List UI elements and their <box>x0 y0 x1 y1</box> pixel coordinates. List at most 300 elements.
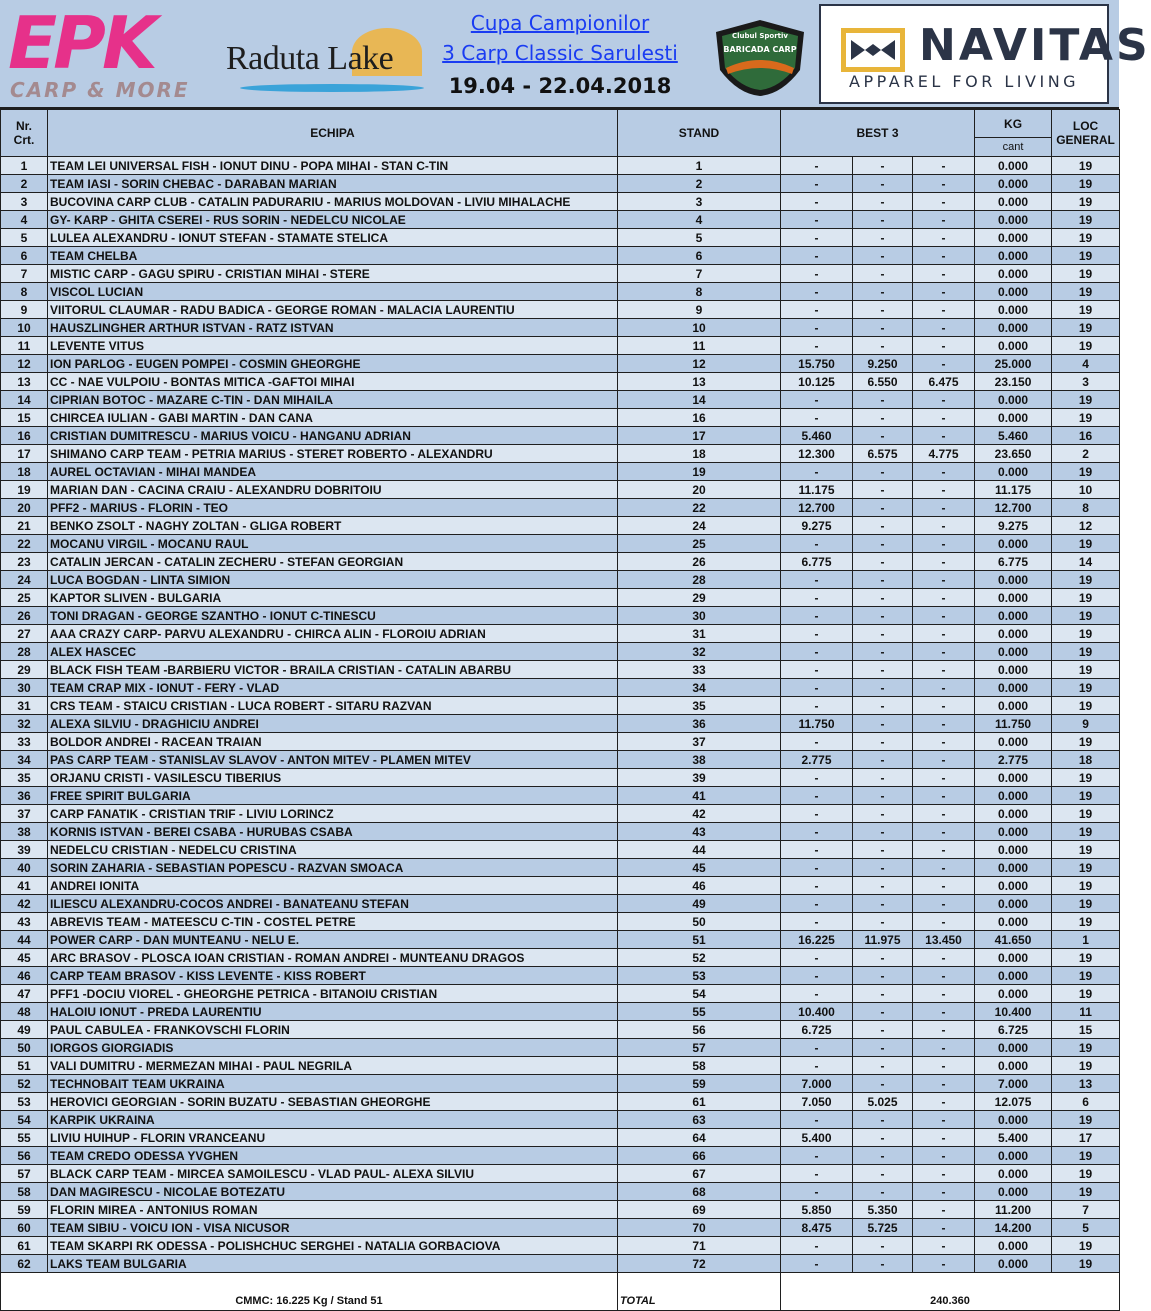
stand-number: 63 <box>618 1111 781 1129</box>
general-rank: 8 <box>1052 499 1120 517</box>
team-name: PFF2 - MARIUS - FLORIN - TEO <box>48 499 618 517</box>
best-catch-2: - <box>853 733 913 751</box>
team-name: CARP FANATIK - CRISTIAN TRIF - LIVIU LORINCZ <box>48 805 618 823</box>
stand-number: 29 <box>618 589 781 607</box>
total-value: 240.360 <box>781 1273 1120 1311</box>
best-catch-2: - <box>853 1039 913 1057</box>
best-catch-3: 4.775 <box>913 445 975 463</box>
total-kg: 0.000 <box>975 841 1052 859</box>
general-rank: 19 <box>1052 913 1120 931</box>
best-catch-1: 7.000 <box>781 1075 853 1093</box>
best-catch-3: - <box>913 1255 975 1273</box>
header-best3: BEST 3 <box>781 110 975 157</box>
best-catch-1: 9.275 <box>781 517 853 535</box>
stand-number: 55 <box>618 1003 781 1021</box>
total-kg: 0.000 <box>975 895 1052 913</box>
best-catch-1: - <box>781 463 853 481</box>
table-footer-row <box>1 1273 1120 1311</box>
team-name: MISTIC CARP - GAGU SPIRU - CRISTIAN MIHAI - STERE <box>48 265 618 283</box>
best-catch-3: - <box>913 679 975 697</box>
table-row <box>1 769 1120 787</box>
best-catch-3: - <box>913 247 975 265</box>
table-row <box>1 445 1120 463</box>
stand-number: 46 <box>618 877 781 895</box>
team-name: ALEX HASCEC <box>48 643 618 661</box>
row-number: 44 <box>1 931 48 949</box>
row-number: 32 <box>1 715 48 733</box>
best-catch-3: - <box>913 1183 975 1201</box>
total-kg: 0.000 <box>975 589 1052 607</box>
best-catch-1: - <box>781 697 853 715</box>
general-rank: 19 <box>1052 625 1120 643</box>
row-number: 1 <box>1 157 48 175</box>
navitas-logo <box>819 4 1151 104</box>
general-rank: 19 <box>1052 175 1120 193</box>
stand-number: 3 <box>618 193 781 211</box>
team-name: HEROVICI GEORGIAN - SORIN BUZATU - SEBASTIAN GHEORGHE <box>48 1093 618 1111</box>
general-rank: 19 <box>1052 697 1120 715</box>
best-catch-1: - <box>781 247 853 265</box>
row-number: 22 <box>1 535 48 553</box>
team-name: DAN MAGIRESCU - NICOLAE BOTEZATU <box>48 1183 618 1201</box>
best-catch-2: 6.550 <box>853 373 913 391</box>
best-catch-3: - <box>913 643 975 661</box>
header-nr-crt <box>1 110 48 157</box>
row-number: 52 <box>1 1075 48 1093</box>
general-rank: 19 <box>1052 1039 1120 1057</box>
general-rank: 14 <box>1052 553 1120 571</box>
cmmc-summary: CMMC: 16.225 Kg / Stand 51 <box>1 1273 618 1311</box>
best-catch-2: - <box>853 1003 913 1021</box>
total-kg: 0.000 <box>975 1183 1052 1201</box>
best-catch-3: - <box>913 355 975 373</box>
row-number: 14 <box>1 391 48 409</box>
total-kg: 0.000 <box>975 265 1052 283</box>
row-number: 2 <box>1 175 48 193</box>
table-row <box>1 337 1120 355</box>
team-name: KAPTOR SLIVEN - BULGARIA <box>48 589 618 607</box>
best-catch-1: 12.300 <box>781 445 853 463</box>
team-name: AUREL OCTAVIAN - MIHAI MANDEA <box>48 463 618 481</box>
general-rank: 19 <box>1052 895 1120 913</box>
best-catch-3: - <box>913 265 975 283</box>
row-number: 5 <box>1 229 48 247</box>
general-rank: 19 <box>1052 841 1120 859</box>
stand-number: 49 <box>618 895 781 913</box>
best-catch-1: - <box>781 913 853 931</box>
best-catch-3: - <box>913 859 975 877</box>
epk-logo-subtitle: CARP & MORE <box>10 78 190 102</box>
table-row <box>1 1093 1120 1111</box>
best-catch-2: 5.350 <box>853 1201 913 1219</box>
row-number: 25 <box>1 589 48 607</box>
header-loc: LOC <box>1072 119 1099 133</box>
row-number: 23 <box>1 553 48 571</box>
best-catch-3: - <box>913 913 975 931</box>
total-kg: 0.000 <box>975 697 1052 715</box>
total-kg: 0.000 <box>975 679 1052 697</box>
best-catch-1: - <box>781 1237 853 1255</box>
general-rank: 19 <box>1052 1111 1120 1129</box>
row-number: 55 <box>1 1129 48 1147</box>
table-row <box>1 175 1120 193</box>
best-catch-3: - <box>913 733 975 751</box>
stand-number: 28 <box>618 571 781 589</box>
total-kg: 0.000 <box>975 1057 1052 1075</box>
best-catch-3: - <box>913 985 975 1003</box>
stand-number: 5 <box>618 229 781 247</box>
row-number: 28 <box>1 643 48 661</box>
best-catch-2: - <box>853 283 913 301</box>
row-number: 20 <box>1 499 48 517</box>
best-catch-1: - <box>781 283 853 301</box>
header-general: GENERAL <box>1056 133 1115 147</box>
best-catch-1: 6.725 <box>781 1021 853 1039</box>
team-name: NEDELCU CRISTIAN - NEDELCU CRISTINA <box>48 841 618 859</box>
best-catch-2: - <box>853 499 913 517</box>
stand-number: 66 <box>618 1147 781 1165</box>
best-catch-1: 5.400 <box>781 1129 853 1147</box>
table-row <box>1 229 1120 247</box>
table-row <box>1 1165 1120 1183</box>
best-catch-2: - <box>853 391 913 409</box>
row-number: 29 <box>1 661 48 679</box>
total-kg: 0.000 <box>975 193 1052 211</box>
general-rank: 19 <box>1052 589 1120 607</box>
team-name: TEAM CHELBA <box>48 247 618 265</box>
table-row <box>1 571 1120 589</box>
best-catch-2: - <box>853 265 913 283</box>
team-name: LUCA BOGDAN - LINTA SIMION <box>48 571 618 589</box>
team-name: POWER CARP - DAN MUNTEANU - NELU E. <box>48 931 618 949</box>
best-catch-2: - <box>853 1165 913 1183</box>
best-catch-2: - <box>853 679 913 697</box>
total-kg: 0.000 <box>975 859 1052 877</box>
best-catch-1: - <box>781 841 853 859</box>
stand-number: 19 <box>618 463 781 481</box>
best-catch-1: 15.750 <box>781 355 853 373</box>
total-kg: 23.150 <box>975 373 1052 391</box>
row-number: 38 <box>1 823 48 841</box>
table-row <box>1 805 1120 823</box>
stand-number: 61 <box>618 1093 781 1111</box>
table-row <box>1 517 1120 535</box>
best-catch-3: - <box>913 769 975 787</box>
best-catch-2: - <box>853 157 913 175</box>
best-catch-3: - <box>913 337 975 355</box>
general-rank: 19 <box>1052 787 1120 805</box>
best-catch-3: - <box>913 625 975 643</box>
total-kg: 0.000 <box>975 967 1052 985</box>
table-row <box>1 319 1120 337</box>
team-name: TECHNOBAIT TEAM UKRAINA <box>48 1075 618 1093</box>
best-catch-3: - <box>913 427 975 445</box>
table-row <box>1 625 1120 643</box>
general-rank: 10 <box>1052 481 1120 499</box>
row-number: 59 <box>1 1201 48 1219</box>
best-catch-3: - <box>913 1021 975 1039</box>
header-echipa: ECHIPA <box>48 110 618 157</box>
table-row <box>1 373 1120 391</box>
best-catch-2: - <box>853 481 913 499</box>
total-kg: 0.000 <box>975 391 1052 409</box>
total-kg: 0.000 <box>975 787 1052 805</box>
stand-number: 11 <box>618 337 781 355</box>
best-catch-3: - <box>913 211 975 229</box>
team-name: ANDREI IONITA <box>48 877 618 895</box>
total-kg: 9.275 <box>975 517 1052 535</box>
best-catch-2: - <box>853 895 913 913</box>
best-catch-1: - <box>781 571 853 589</box>
row-number: 51 <box>1 1057 48 1075</box>
stand-number: 2 <box>618 175 781 193</box>
best-catch-3: - <box>913 607 975 625</box>
total-kg: 0.000 <box>975 985 1052 1003</box>
best-catch-2: - <box>853 553 913 571</box>
best-catch-3: - <box>913 1165 975 1183</box>
stand-number: 57 <box>618 1039 781 1057</box>
table-row <box>1 697 1120 715</box>
table-row <box>1 1183 1120 1201</box>
best-catch-1: - <box>781 733 853 751</box>
table-row <box>1 589 1120 607</box>
best-catch-1: - <box>781 409 853 427</box>
total-kg: 0.000 <box>975 661 1052 679</box>
general-rank: 19 <box>1052 211 1120 229</box>
total-kg: 0.000 <box>975 301 1052 319</box>
best-catch-3: - <box>913 895 975 913</box>
team-name: MARIAN DAN - CACINA CRAIU - ALEXANDRU DOBRITOIU <box>48 481 618 499</box>
general-rank: 19 <box>1052 607 1120 625</box>
best-catch-1: - <box>781 859 853 877</box>
table-row <box>1 283 1120 301</box>
best-catch-3: - <box>913 1111 975 1129</box>
total-kg: 0.000 <box>975 1165 1052 1183</box>
best-catch-1: 16.225 <box>781 931 853 949</box>
best-catch-2: - <box>853 535 913 553</box>
best-catch-2: - <box>853 859 913 877</box>
table-row <box>1 355 1120 373</box>
raduta-lake-logo: Raduta Lake <box>226 40 394 77</box>
stand-number: 31 <box>618 625 781 643</box>
best-catch-3: - <box>913 409 975 427</box>
best-catch-3: - <box>913 1219 975 1237</box>
stand-number: 26 <box>618 553 781 571</box>
total-kg: 23.650 <box>975 445 1052 463</box>
general-rank: 19 <box>1052 337 1120 355</box>
total-kg: 14.200 <box>975 1219 1052 1237</box>
table-row <box>1 1237 1120 1255</box>
row-number: 24 <box>1 571 48 589</box>
team-name: TONI DRAGAN - GEORGE SZANTHO - IONUT C-TINESCU <box>48 607 618 625</box>
table-row <box>1 751 1120 769</box>
table-row <box>1 823 1120 841</box>
team-name: AAA CRAZY CARP- PARVU ALEXANDRU - CHIRCA ALIN - FLOROIU ADRIAN <box>48 625 618 643</box>
stand-number: 33 <box>618 661 781 679</box>
best-catch-2: 11.975 <box>853 931 913 949</box>
stand-number: 35 <box>618 697 781 715</box>
table-row <box>1 643 1120 661</box>
epk-logo-text: EPK <box>8 1 154 85</box>
general-rank: 19 <box>1052 463 1120 481</box>
best-catch-2: - <box>853 1111 913 1129</box>
best-catch-2: - <box>853 1057 913 1075</box>
best-catch-1: - <box>781 1111 853 1129</box>
total-kg: 6.725 <box>975 1021 1052 1039</box>
stand-number: 38 <box>618 751 781 769</box>
stand-number: 45 <box>618 859 781 877</box>
best-catch-2: 5.725 <box>853 1219 913 1237</box>
team-name: ORJANU CRISTI - VASILESCU TIBERIUS <box>48 769 618 787</box>
stand-number: 42 <box>618 805 781 823</box>
general-rank: 16 <box>1052 427 1120 445</box>
row-number: 47 <box>1 985 48 1003</box>
total-kg: 5.460 <box>975 427 1052 445</box>
stand-number: 9 <box>618 301 781 319</box>
table-row <box>1 553 1120 571</box>
team-name: IORGOS GIORGIADIS <box>48 1039 618 1057</box>
table-row <box>1 265 1120 283</box>
general-rank: 19 <box>1052 985 1120 1003</box>
table-row <box>1 1057 1120 1075</box>
team-name: FLORIN MIREA - ANTONIUS ROMAN <box>48 1201 618 1219</box>
team-name: CRS TEAM - STAICU CRISTIAN - LUCA ROBERT - SITARU RAZVAN <box>48 697 618 715</box>
stand-number: 12 <box>618 355 781 373</box>
best-catch-1: - <box>781 895 853 913</box>
baricada-club-text: Clubul Sportiv <box>732 32 788 40</box>
general-rank: 13 <box>1052 1075 1120 1093</box>
table-row <box>1 859 1120 877</box>
row-number: 50 <box>1 1039 48 1057</box>
best-catch-3: - <box>913 1039 975 1057</box>
title-line-1[interactable]: Cupa Campionilor <box>470 11 650 35</box>
table-row <box>1 1003 1120 1021</box>
table-row <box>1 931 1120 949</box>
total-kg: 0.000 <box>975 319 1052 337</box>
best-catch-3: - <box>913 1129 975 1147</box>
header-stand: STAND <box>618 110 781 157</box>
total-kg: 25.000 <box>975 355 1052 373</box>
general-rank: 7 <box>1052 1201 1120 1219</box>
total-kg: 0.000 <box>975 805 1052 823</box>
best-catch-1: 10.125 <box>781 373 853 391</box>
general-rank: 19 <box>1052 823 1120 841</box>
table-row <box>1 877 1120 895</box>
title-line-2[interactable]: 3 Carp Classic Sarulesti <box>442 41 678 65</box>
best-catch-1: - <box>781 1165 853 1183</box>
general-rank: 19 <box>1052 265 1120 283</box>
best-catch-3: - <box>913 787 975 805</box>
row-number: 37 <box>1 805 48 823</box>
general-rank: 19 <box>1052 229 1120 247</box>
row-number: 33 <box>1 733 48 751</box>
general-rank: 9 <box>1052 715 1120 733</box>
best-catch-2: - <box>853 715 913 733</box>
general-rank: 12 <box>1052 517 1120 535</box>
best-catch-3: - <box>913 589 975 607</box>
best-catch-3: - <box>913 157 975 175</box>
row-number: 19 <box>1 481 48 499</box>
best-catch-2: - <box>853 589 913 607</box>
row-number: 56 <box>1 1147 48 1165</box>
team-name: FREE SPIRIT BULGARIA <box>48 787 618 805</box>
best-catch-1: 11.750 <box>781 715 853 733</box>
header-banner <box>0 0 1151 109</box>
table-row <box>1 733 1120 751</box>
header-crt: Crt. <box>13 133 35 147</box>
best-catch-3: - <box>913 805 975 823</box>
team-name: BLACK CARP TEAM - MIRCEA SAMOILESCU - VLAD PAUL- ALEXA SILVIU <box>48 1165 618 1183</box>
general-rank: 19 <box>1052 391 1120 409</box>
best-catch-2: - <box>853 517 913 535</box>
best-catch-2: - <box>853 1183 913 1201</box>
total-kg: 41.650 <box>975 931 1052 949</box>
team-name: ION PARLOG - EUGEN POMPEI - COSMIN GHEORGHE <box>48 355 618 373</box>
row-number: 18 <box>1 463 48 481</box>
best-catch-2: - <box>853 319 913 337</box>
row-number: 30 <box>1 679 48 697</box>
row-number: 35 <box>1 769 48 787</box>
total-kg: 0.000 <box>975 535 1052 553</box>
table-row <box>1 211 1120 229</box>
team-name: VIITORUL CLAUMAR - RADU BADICA - GEORGE ROMAN - MALACIA LAURENTIU <box>48 301 618 319</box>
row-number: 9 <box>1 301 48 319</box>
team-name: LAKS TEAM BULGARIA <box>48 1255 618 1273</box>
best-catch-1: - <box>781 805 853 823</box>
table-row <box>1 535 1120 553</box>
row-number: 12 <box>1 355 48 373</box>
competition-dates: 19.04 - 22.04.2018 <box>448 74 672 98</box>
best-catch-2: - <box>853 409 913 427</box>
best-catch-2: - <box>853 787 913 805</box>
row-number: 17 <box>1 445 48 463</box>
general-rank: 19 <box>1052 949 1120 967</box>
row-number: 27 <box>1 625 48 643</box>
stand-number: 39 <box>618 769 781 787</box>
table-row <box>1 715 1120 733</box>
stand-number: 44 <box>618 841 781 859</box>
total-kg: 7.000 <box>975 1075 1052 1093</box>
row-number: 26 <box>1 607 48 625</box>
navitas-tagline: APPAREL FOR LIVING <box>849 72 1080 91</box>
best-catch-1: 11.175 <box>781 481 853 499</box>
best-catch-2: - <box>853 427 913 445</box>
best-catch-2: - <box>853 301 913 319</box>
best-catch-1: - <box>781 265 853 283</box>
best-catch-2: - <box>853 1255 913 1273</box>
total-kg: 0.000 <box>975 1147 1052 1165</box>
stand-number: 4 <box>618 211 781 229</box>
best-catch-3: - <box>913 175 975 193</box>
row-number: 43 <box>1 913 48 931</box>
team-name: SHIMANO CARP TEAM - PETRIA MARIUS - STERET ROBERTO - ALEXANDRU <box>48 445 618 463</box>
best-catch-3: - <box>913 535 975 553</box>
row-number: 10 <box>1 319 48 337</box>
table-header-row-1 <box>1 110 1120 138</box>
best-catch-3: - <box>913 1003 975 1021</box>
best-catch-2: - <box>853 463 913 481</box>
general-rank: 11 <box>1052 1003 1120 1021</box>
general-rank: 19 <box>1052 283 1120 301</box>
best-catch-2: - <box>853 229 913 247</box>
total-kg: 11.200 <box>975 1201 1052 1219</box>
best-catch-3: - <box>913 229 975 247</box>
table-row <box>1 301 1120 319</box>
general-rank: 19 <box>1052 571 1120 589</box>
row-number: 3 <box>1 193 48 211</box>
stand-number: 72 <box>618 1255 781 1273</box>
general-rank: 19 <box>1052 679 1120 697</box>
